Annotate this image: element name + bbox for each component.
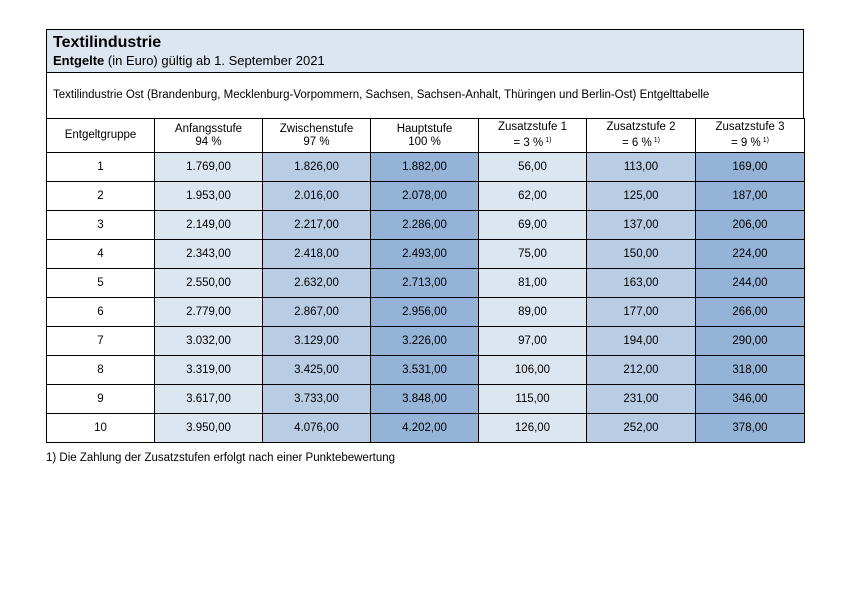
column-header-label: Zusatzstufe 1 (497, 121, 568, 133)
cell-entgeltgruppe: 7 (47, 327, 155, 356)
cell-zwischenstufe: 4.076,00 (263, 414, 371, 443)
subtitle-bold: Entgelte (53, 53, 105, 68)
cell-zusatzstufe-1: 62,00 (479, 182, 587, 211)
cell-zusatzstufe-2: 177,00 (587, 298, 696, 327)
cell-entgeltgruppe: 5 (47, 269, 155, 298)
cell-hauptstufe: 2.286,00 (371, 211, 479, 240)
cell-hauptstufe: 3.848,00 (371, 385, 479, 414)
cell-zusatzstufe-3: 206,00 (696, 211, 805, 240)
cell-zusatzstufe-1: 56,00 (479, 153, 587, 182)
cell-anfangsstufe: 2.149,00 (155, 211, 263, 240)
table-row (47, 385, 805, 414)
cell-zusatzstufe-2: 252,00 (587, 414, 696, 443)
cell-anfangsstufe: 3.950,00 (155, 414, 263, 443)
cell-entgeltgruppe: 1 (47, 153, 155, 182)
column-header-percent (371, 136, 478, 149)
cell-entgeltgruppe: 4 (47, 240, 155, 269)
table-row (47, 153, 805, 182)
column-header-percent (155, 136, 262, 149)
table-row (47, 240, 805, 269)
cell-hauptstufe: 2.493,00 (371, 240, 479, 269)
table-row (47, 356, 805, 385)
cell-entgeltgruppe: 8 (47, 356, 155, 385)
cell-zusatzstufe-2: 150,00 (587, 240, 696, 269)
footnote-marker: 1) (653, 137, 660, 144)
cell-hauptstufe: 2.956,00 (371, 298, 479, 327)
cell-zusatzstufe-2: 125,00 (587, 182, 696, 211)
cell-hauptstufe: 3.226,00 (371, 327, 479, 356)
cell-hauptstufe: 1.882,00 (371, 153, 479, 182)
cell-zwischenstufe: 3.425,00 (263, 356, 371, 385)
cell-zusatzstufe-3: 346,00 (696, 385, 805, 414)
column-header-percent (479, 134, 586, 150)
cell-zusatzstufe-1: 69,00 (479, 211, 587, 240)
cell-anfangsstufe: 3.617,00 (155, 385, 263, 414)
column-header-zwischenstufe (263, 119, 371, 153)
cell-entgeltgruppe: 9 (47, 385, 155, 414)
cell-anfangsstufe: 3.319,00 (155, 356, 263, 385)
cell-zusatzstufe-3: 290,00 (696, 327, 805, 356)
page-subtitle (53, 52, 797, 69)
column-header-label: Zwischenstufe (279, 122, 354, 135)
table-row (47, 414, 805, 443)
column-header-percent-value: 97 % (303, 135, 330, 148)
cell-zusatzstufe-3: 318,00 (696, 356, 805, 385)
cell-hauptstufe: 4.202,00 (371, 414, 479, 443)
cell-hauptstufe: 2.078,00 (371, 182, 479, 211)
table-row (47, 298, 805, 327)
cell-zusatzstufe-2: 137,00 (587, 211, 696, 240)
cell-zusatzstufe-1: 97,00 (479, 327, 587, 356)
cell-zwischenstufe: 2.632,00 (263, 269, 371, 298)
page-title: Textilindustrie (53, 34, 162, 51)
cell-entgeltgruppe: 10 (47, 414, 155, 443)
cell-zwischenstufe: 2.418,00 (263, 240, 371, 269)
cell-anfangsstufe: 2.779,00 (155, 298, 263, 327)
column-header-zusatzstufe-2 (587, 119, 696, 153)
cell-zusatzstufe-3: 187,00 (696, 182, 805, 211)
cell-zusatzstufe-3: 244,00 (696, 269, 805, 298)
cell-anfangsstufe: 2.343,00 (155, 240, 263, 269)
cell-zusatzstufe-3: 224,00 (696, 240, 805, 269)
cell-zusatzstufe-3: 378,00 (696, 414, 805, 443)
cell-entgeltgruppe: 2 (47, 182, 155, 211)
table-row (47, 182, 805, 211)
cell-zwischenstufe: 1.826,00 (263, 153, 371, 182)
footnote-marker: 1) (762, 137, 769, 144)
column-header-percent-value: = 3 % (513, 137, 544, 149)
subtitle-rest: (in Euro) gültig ab 1. September 2021 (104, 53, 325, 68)
cell-hauptstufe: 2.713,00 (371, 269, 479, 298)
column-header-label: Zusatzstufe 2 (606, 121, 676, 133)
cell-anfangsstufe: 2.550,00 (155, 269, 263, 298)
header-row (47, 119, 805, 153)
cell-zwischenstufe: 3.129,00 (263, 327, 371, 356)
column-header-zusatzstufe-3 (696, 119, 805, 153)
footnote-marker: 1) (545, 137, 552, 144)
cell-zusatzstufe-3: 169,00 (696, 153, 805, 182)
column-header-hauptstufe (371, 119, 479, 153)
cell-zusatzstufe-1: 126,00 (479, 414, 587, 443)
footnote: 1) Die Zahlung der Zusatzstufen erfolgt nach einer Punktebewertung (46, 452, 396, 464)
column-header-entgeltgruppe (47, 119, 155, 153)
column-header-label: Anfangsstufe (174, 122, 243, 135)
column-header-percent (696, 134, 804, 150)
cell-anfangsstufe: 3.032,00 (155, 327, 263, 356)
cell-anfangsstufe: 1.769,00 (155, 153, 263, 182)
cell-zwischenstufe: 3.733,00 (263, 385, 371, 414)
cell-zusatzstufe-1: 75,00 (479, 240, 587, 269)
table-row (47, 269, 805, 298)
cell-hauptstufe: 3.531,00 (371, 356, 479, 385)
cell-zusatzstufe-1: 81,00 (479, 269, 587, 298)
title-box (46, 29, 804, 73)
cell-zusatzstufe-2: 163,00 (587, 269, 696, 298)
column-header-label: Entgeltgruppe (64, 129, 137, 141)
column-header-anfangsstufe (155, 119, 263, 153)
cell-zwischenstufe: 2.016,00 (263, 182, 371, 211)
cell-zusatzstufe-2: 231,00 (587, 385, 696, 414)
column-header-percent (263, 136, 370, 149)
column-header-zusatzstufe-1 (479, 119, 587, 153)
cell-entgeltgruppe: 3 (47, 211, 155, 240)
cell-zwischenstufe: 2.867,00 (263, 298, 371, 327)
column-header-percent-value: = 9 % (731, 137, 761, 149)
cell-entgeltgruppe: 6 (47, 298, 155, 327)
column-header-percent-value: 94 % (195, 135, 222, 148)
cell-zusatzstufe-3: 266,00 (696, 298, 805, 327)
wage-table (46, 118, 805, 443)
cell-zusatzstufe-2: 212,00 (587, 356, 696, 385)
cell-zusatzstufe-1: 106,00 (479, 356, 587, 385)
cell-zusatzstufe-2: 113,00 (587, 153, 696, 182)
region-description: Textilindustrie Ost (Brandenburg, Mecklenburg-Vorpommern, Sachsen, Sachsen-Anhalt, Thüringen und Berlin-Ost) Entgelttabelle (46, 73, 804, 118)
cell-anfangsstufe: 1.953,00 (155, 182, 263, 211)
cell-zusatzstufe-1: 89,00 (479, 298, 587, 327)
document-sheet (46, 29, 804, 465)
column-header-percent-value: 100 % (408, 135, 441, 148)
table-row (47, 327, 805, 356)
column-header-label: Zusatzstufe 3 (715, 121, 785, 133)
column-header-percent (587, 134, 695, 150)
cell-zusatzstufe-2: 194,00 (587, 327, 696, 356)
table-row (47, 211, 805, 240)
table-header (47, 119, 805, 153)
column-header-label: Hauptstufe (396, 122, 453, 135)
table-body (47, 153, 805, 443)
cell-zwischenstufe: 2.217,00 (263, 211, 371, 240)
column-header-percent-value: = 6 % (622, 137, 652, 149)
cell-zusatzstufe-1: 115,00 (479, 385, 587, 414)
